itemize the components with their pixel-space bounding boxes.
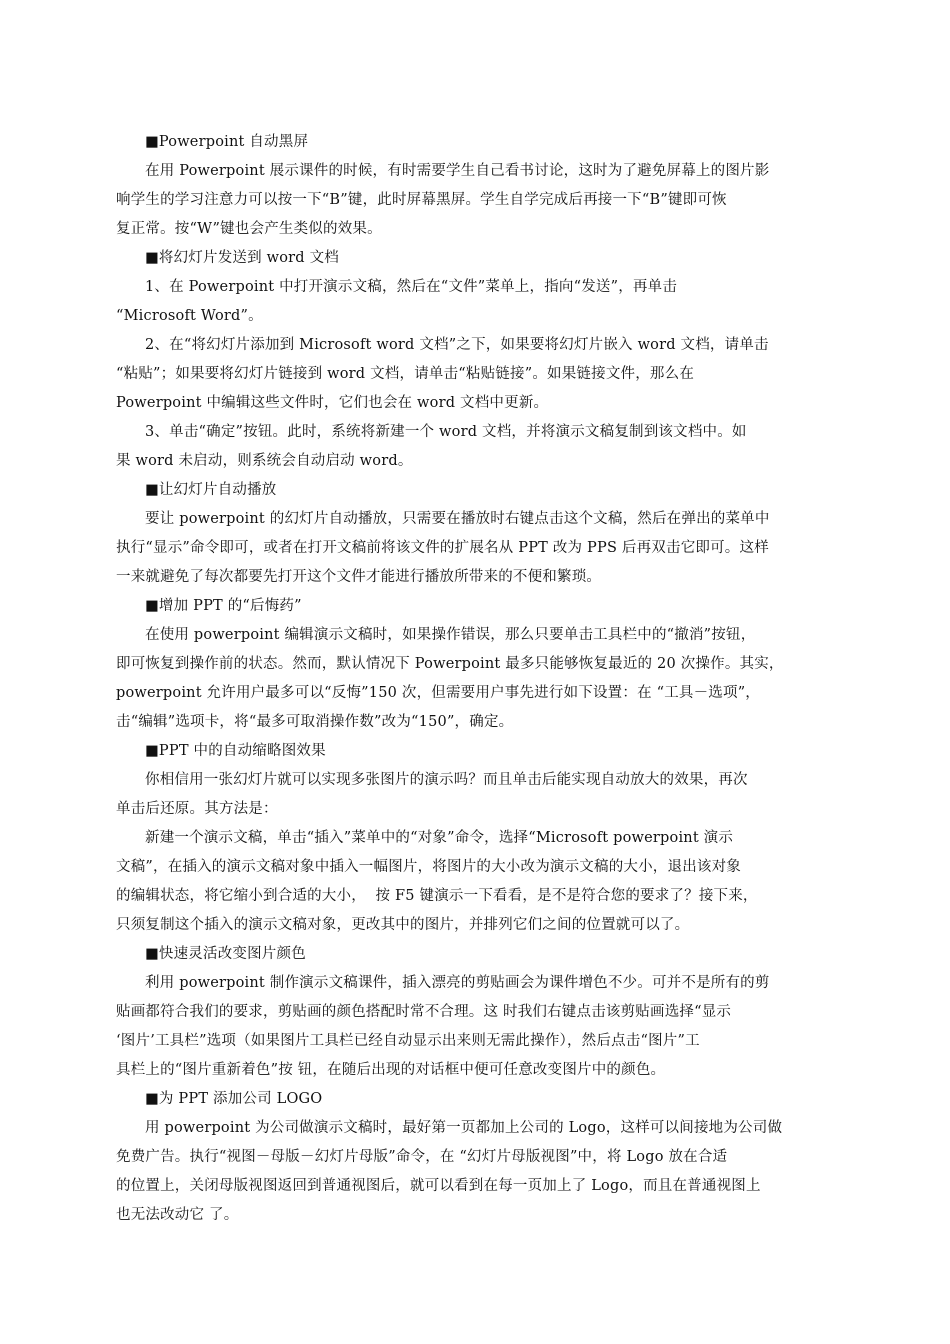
paragraph-line: 只须复制这个插入的演示文稿对象，更改其中的图片，并排列它们之间的位置就可以了。 (116, 917, 690, 933)
paragraph-line: 响学生的学习注意力可以按一下“B”键，此时屏幕黑屏。学生自学完成后再接一下“B”键即可恢 (116, 192, 727, 208)
paragraph-line: 具栏上的“图片重新着色”按 钮，在随后出现的对话框中便可任意改变图片中的颜色。 (116, 1062, 666, 1078)
paragraph-line: 用 powerpoint 为公司做演示文稿时，最好第一页都加上公司的 Logo，这样可以间接地为公司做 (145, 1120, 783, 1136)
section-heading: ■增加 PPT 的“后悔药” (145, 598, 302, 614)
paragraph-line: “Microsoft Word”。 (116, 308, 263, 324)
section-heading: ■让幻灯片自动播放 (145, 482, 277, 498)
paragraph-line: 果 word 未启动，则系统会自动启动 word。 (116, 453, 413, 469)
paragraph-line: 新建一个演示文稿，单击“插入”菜单中的“对象”命令，选择“Microsoft powerpoint 演示 (145, 830, 734, 846)
document-body (116, 128, 846, 1230)
paragraph-line: 单击后还原。其方法是： (116, 801, 278, 817)
section-heading: ■为 PPT 添加公司 LOGO (145, 1091, 323, 1107)
paragraph-line: 1、在 Powerpoint 中打开演示文稿，然后在“文件”菜单上，指向“发送”，再单击 (145, 279, 678, 295)
paragraph-line: 2、在“将幻灯片添加到 Microsoft word 文档”之下，如果要将幻灯片嵌入 word 文档，请单击 (145, 337, 769, 353)
section-heading: ■将幻灯片发送到 word 文档 (145, 250, 339, 266)
paragraph-line: 贴画都符合我们的要求，剪贴画的颜色搭配时常不合理。这 时我们右键点击该剪贴画选择“显示 (116, 1004, 732, 1020)
paragraph-line: powerpoint 允许用户最多可以“反悔”150 次，但需要用户事先进行如下设置：在 “工具－选项”， (116, 685, 761, 701)
paragraph-line: 你相信用一张幻灯片就可以实现多张图片的演示吗？而且单击后能实现自动放大的效果，再次 (145, 772, 748, 788)
paragraph-line: 即可恢复到操作前的状态。然而，默认情况下 Powerpoint 最多只能够恢复最近的 20 次操作。其实， (116, 656, 784, 672)
paragraph-line: 在使用 powerpoint 编辑演示文稿时，如果操作错误，那么只要单击工具栏中的“撤消”按钮， (145, 627, 756, 643)
paragraph-line: 一来就避免了每次都要先打开这个文件才能进行播放所带来的不便和繁琐。 (116, 569, 602, 585)
section-heading: ■快速灵活改变图片颜色 (145, 946, 306, 962)
paragraph-line: 执行“显示”命令即可，或者在打开文稿前将该文件的扩展名从 PPT 改为 PPS 后再双击它即可。这样 (116, 540, 769, 556)
section-heading: ■PPT 中的自动缩略图效果 (145, 743, 326, 759)
paragraph-line: “粘贴”；如果要将幻灯片链接到 word 文档，请单击“粘贴链接”。如果链接文件，那么在 (116, 366, 695, 382)
paragraph-line: 在用 Powerpoint 展示课件的时候，有时需要学生自己看书讨论，这时为了避免屏幕上的图片影 (145, 163, 770, 179)
paragraph-line: 免费广告。执行“视图－母版－幻灯片母版”命令，在 “幻灯片母版视图”中，将 Logo 放在合适 (116, 1149, 728, 1165)
paragraph-line: 3、单击“确定”按钮。此时，系统将新建一个 word 文档，并将演示文稿复制到该文档中。如 (145, 424, 747, 440)
paragraph-line: 复正常。按“W”键也会产生类似的效果。 (116, 221, 382, 237)
paragraph-line: 的位置上，关闭母版视图返回到普通视图后，就可以看到在每一页加上了 Logo，而且在普通视图上 (116, 1178, 761, 1194)
paragraph-line: Powerpoint 中编辑这些文件时，它们也会在 word 文档中更新。 (116, 395, 549, 411)
paragraph-line: 要让 powerpoint 的幻灯片自动播放，只需要在播放时右键点击这个文稿，然后在弹出的菜单中 (145, 511, 770, 527)
paragraph-line: ‘图片’工具栏”选项（如果图片工具栏已经自动显示出来则无需此操作），然后点击“图片”工 (116, 1033, 700, 1049)
paragraph-line: 文稿”，在插入的演示文稿对象中插入一幅图片，将图片的大小改为演示文稿的大小，退出该对象 (116, 859, 742, 875)
paragraph-line: 击“编辑”选项卡，将“最多可取消操作数”改为“150”，确定。 (116, 714, 514, 730)
paragraph-line: 利用 powerpoint 制作演示文稿课件，插入漂亮的剪贴画会为课件增色不少。可并不是所有的剪 (145, 975, 770, 991)
section-heading: ■Powerpoint 自动黑屏 (145, 134, 309, 150)
paragraph-line: 也无法改动它 了。 (116, 1207, 239, 1223)
paragraph-line: 的编辑状态，将它缩小到合适的大小， 按 F5 键演示一下看看，是不是符合您的要求了？接下来， (116, 888, 758, 904)
